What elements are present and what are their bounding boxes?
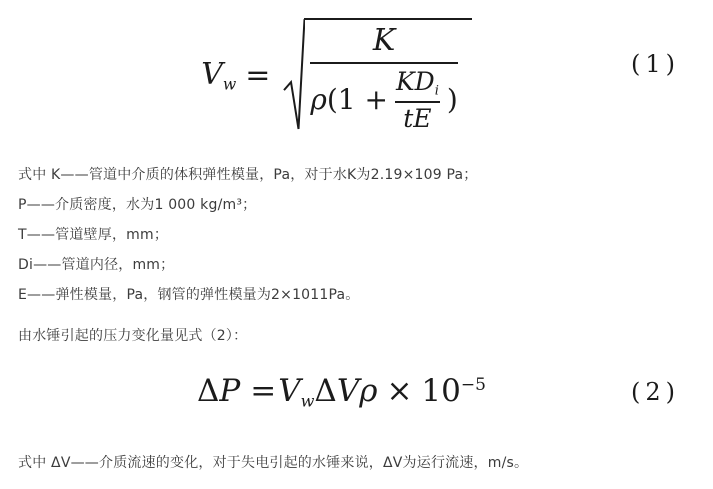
var-vw-subscript: w [300, 391, 315, 411]
formula1-lhs [201, 57, 236, 93]
explanation-line-e: E——弹性模量，Pa，钢管的弹性模量为2×1011Pa。 [18, 287, 360, 303]
equation-2-row [0, 364, 713, 420]
equation-2-number: (2) [631, 378, 680, 406]
equation-2 [197, 373, 486, 411]
radicand [304, 18, 471, 132]
main-fraction [310, 24, 457, 132]
explanation-line-p: P——介质密度，水为1 000 kg/m³； [18, 197, 257, 213]
square-root [283, 18, 471, 132]
var-v: V [336, 373, 360, 410]
var-kd: KD [395, 66, 435, 96]
var-p: P [219, 373, 241, 410]
equals-sign: = [245, 57, 271, 93]
fraction-numerator: K [372, 22, 396, 58]
equation-1-number: (1) [631, 50, 680, 78]
nested-numerator [391, 66, 444, 101]
paren-open: (1 + [326, 83, 388, 117]
delta-symbol: Δ [197, 373, 220, 410]
nested-fraction [391, 66, 444, 133]
radical-icon [283, 18, 305, 132]
paren-close: ) [446, 83, 458, 117]
formula2-lhs [197, 373, 240, 409]
var-rho: ρ [310, 83, 327, 117]
var-rho: ρ [359, 373, 378, 410]
var-dv-rho-group [314, 373, 377, 409]
paragraph-intro: 由水锤引起的压力变化量见式（2）： [18, 328, 248, 344]
var-kd-subscript: i [434, 83, 439, 99]
explanation-line-dv: 式中 ΔV——介质流速的变化，对于失电引起的水锤来说，ΔV为运行流速，m/s。 [18, 455, 529, 471]
explanation-line-di: Di——管道内径，mm； [18, 257, 175, 273]
power-of-ten [421, 373, 486, 409]
equation-1-row [0, 14, 713, 136]
nested-denominator: tE [395, 101, 439, 132]
var-vw-group [278, 373, 314, 411]
base-ten: 10 [421, 373, 461, 410]
equals-sign: = [250, 373, 277, 410]
var-vw-subscript: w [222, 75, 237, 94]
equation-1 [201, 18, 472, 132]
multiply-sign: × [386, 373, 413, 410]
exponent: −5 [460, 375, 486, 396]
delta-symbol: Δ [314, 373, 337, 410]
explanation-line-k: 式中 K——管道中介质的体积弹性模量，Pa，对于水K为2.19×109 Pa； [18, 167, 478, 183]
var-vw: V [201, 56, 223, 92]
var-vw: V [278, 373, 301, 410]
fraction-denominator [310, 62, 457, 132]
explanation-line-t: T——管道壁厚，mm； [18, 227, 169, 243]
